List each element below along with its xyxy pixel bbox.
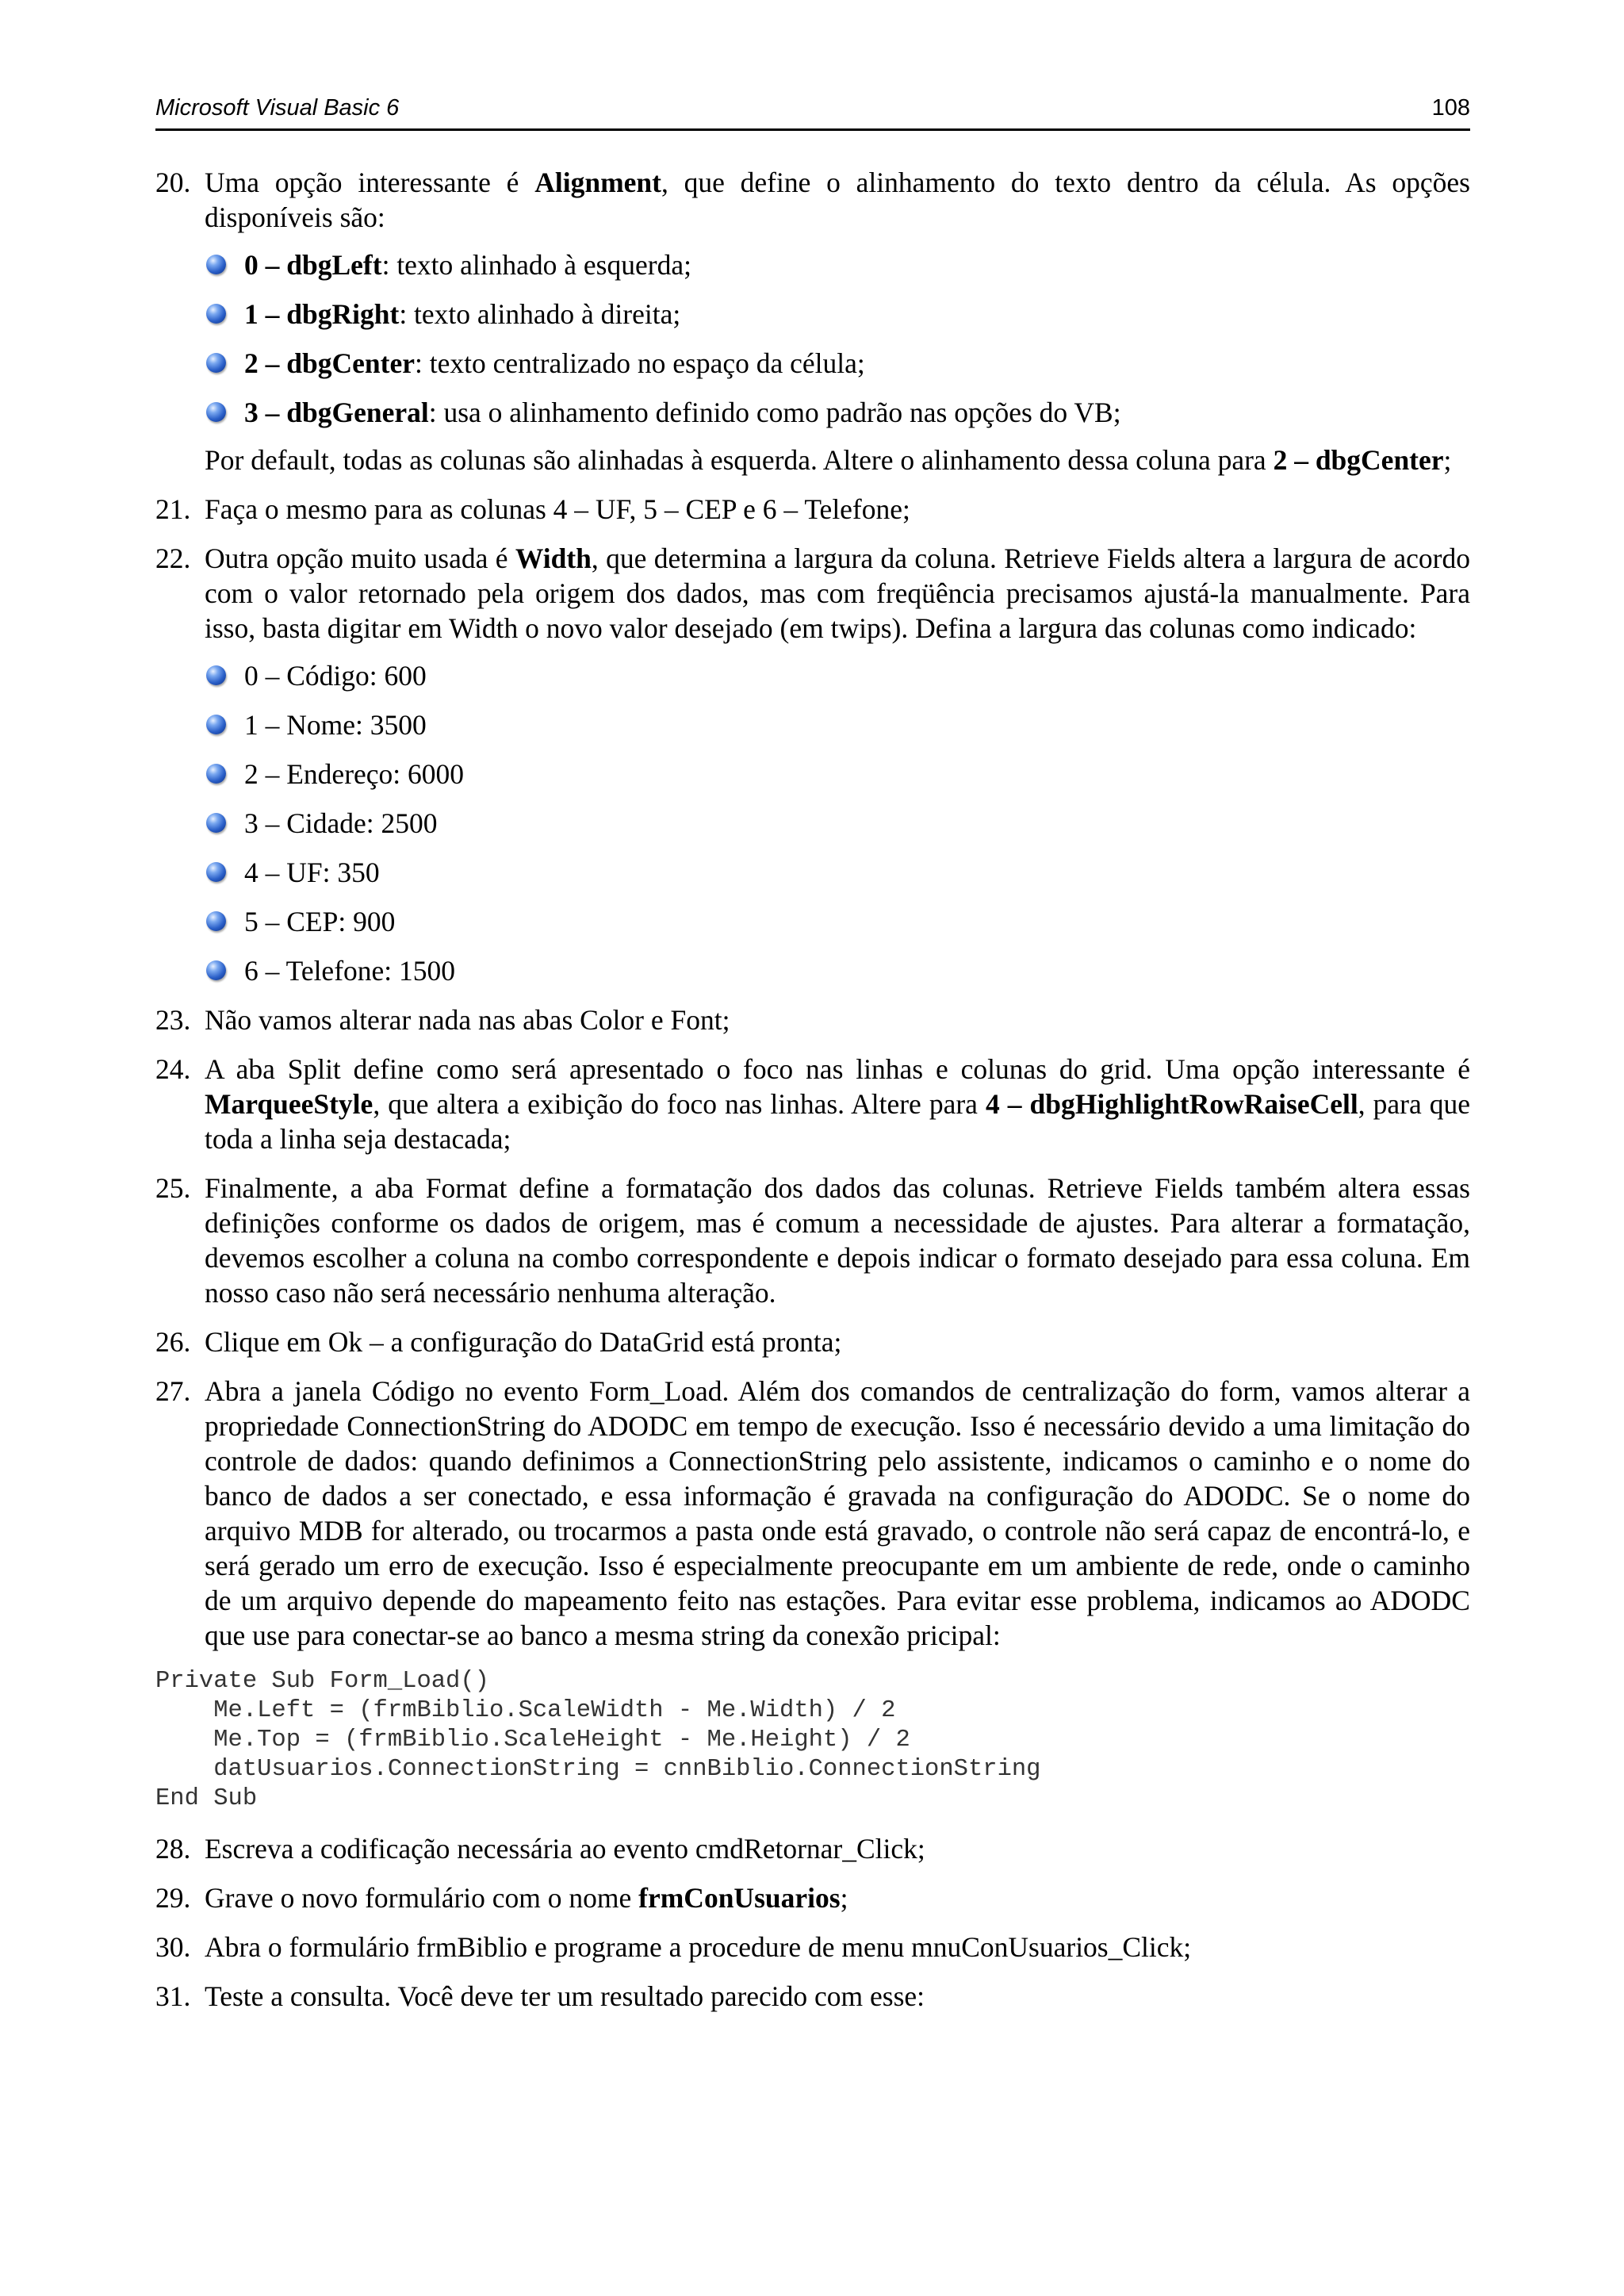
item-number: 21. bbox=[155, 493, 191, 525]
code-line: End Sub bbox=[155, 1785, 258, 1812]
blue-sphere-bullet-icon bbox=[206, 813, 226, 833]
code-block bbox=[155, 1667, 1470, 1814]
item-text: Abra o formulário frmBiblio e programe a procedure de menu mnuConUsuarios_Click; bbox=[205, 1931, 1192, 1963]
item-note bbox=[205, 443, 1470, 477]
item-text bbox=[205, 1052, 1470, 1156]
code-line: Private Sub Form_Load() bbox=[155, 1668, 489, 1695]
blue-sphere-bullet-icon bbox=[206, 911, 226, 931]
bold-term: Alignment bbox=[534, 167, 661, 198]
text-run: Uma opção interessante é bbox=[205, 167, 535, 198]
text-run: 4 – UF: 350 bbox=[244, 857, 380, 888]
page-content bbox=[155, 165, 1470, 2028]
blue-sphere-bullet-icon bbox=[206, 353, 226, 373]
item-text: Escreva a codificação necessária ao evento cmdRetornar_Click; bbox=[205, 1833, 925, 1865]
alignment-options-list bbox=[205, 247, 1470, 430]
bold-term: 1 – dbgRight bbox=[244, 298, 400, 330]
list-item-28 bbox=[155, 1831, 1470, 1866]
item-number: 20. bbox=[155, 167, 191, 198]
item-number: 23. bbox=[155, 1004, 191, 1036]
text-run: , que altera a exibição do foco nas linhas. Altere para bbox=[373, 1088, 986, 1120]
bold-term: 0 – dbgLeft bbox=[244, 249, 382, 281]
text-run: 5 – CEP: 900 bbox=[244, 906, 396, 937]
blue-sphere-bullet-icon bbox=[206, 402, 226, 422]
bullet-item bbox=[205, 855, 1470, 890]
text-run: 0 – Código: 600 bbox=[244, 660, 427, 692]
list-item-23 bbox=[155, 1002, 1470, 1037]
bullet-item bbox=[205, 247, 1470, 282]
bullet-item bbox=[205, 346, 1470, 381]
item-number: 30. bbox=[155, 1931, 191, 1963]
text-run: 2 – Endereço: 6000 bbox=[244, 758, 465, 790]
item-number: 26. bbox=[155, 1326, 191, 1358]
list-item-24 bbox=[155, 1052, 1470, 1156]
list-item-31 bbox=[155, 1979, 1470, 2014]
text-run: Outra opção muito usada é bbox=[205, 542, 515, 574]
bullet-item bbox=[205, 757, 1470, 792]
text-run: , que define o alinhamento do texto dentro da célula. As opções disponíveis são: bbox=[205, 167, 1470, 233]
item-number: 28. bbox=[155, 1833, 191, 1865]
text-run: 1 – Nome: 3500 bbox=[244, 709, 427, 741]
text-run: 3 – Cidade: 2500 bbox=[244, 807, 438, 839]
text-run: : texto alinhado à direita; bbox=[399, 298, 681, 330]
bullet-item bbox=[205, 297, 1470, 332]
text-run: Por default, todas as colunas são alinhadas à esquerda. Altere o alinhamento dessa coluna para bbox=[205, 444, 1274, 476]
blue-sphere-bullet-icon bbox=[206, 764, 226, 784]
bold-term: Width bbox=[515, 542, 592, 574]
item-number: 25. bbox=[155, 1172, 191, 1204]
item-text: Clique em Ok – a configuração do DataGrid está pronta; bbox=[205, 1326, 842, 1358]
code-line: Me.Left = (frmBiblio.ScaleWidth - Me.Width) / 2 bbox=[155, 1697, 896, 1724]
item-text: Faça o mesmo para as colunas 4 – UF, 5 – CEP e 6 – Telefone; bbox=[205, 493, 910, 525]
blue-sphere-bullet-icon bbox=[206, 255, 226, 274]
list-item-25 bbox=[155, 1171, 1470, 1310]
bullet-item bbox=[205, 953, 1470, 988]
text-run: ; bbox=[840, 1882, 848, 1914]
list-item-20 bbox=[155, 165, 1470, 477]
bullet-item bbox=[205, 658, 1470, 693]
item-number: 31. bbox=[155, 1980, 191, 2012]
text-run: : texto centralizado no espaço da célula; bbox=[414, 347, 865, 379]
code-line: datUsuarios.ConnectionString = cnnBiblio.ConnectionString bbox=[155, 1756, 1041, 1783]
running-header bbox=[155, 94, 1470, 131]
item-text: Abra a janela Código no evento Form_Load. Além dos comandos de centralização do form, vamos alterar a propriedade ConnectionString do ADODC em tempo de execução. Isso é necessário devido a uma limitação do controle de dados: quando definimos a ConnectionString pelo assistente, indicamos o caminho e o nome do banco de dados a ser conectado, e essa informação é gravada na configuração do ADODC. Se o nome do arquivo MDB for alterado, ou trocarmos a pasta onde está gravado, o controle não será capaz de encontrá-lo, e será gerado um erro de execução. Isso é especialmente preocupante em um ambiente de rede, onde o caminho de um arquivo depende do mapeamento feito nas estações. Para evitar esse problema, indicamos ao ADODC que use para conectar-se ao banco a mesma string da conexão pricipal: bbox=[205, 1375, 1470, 1651]
list-item-29 bbox=[155, 1880, 1470, 1915]
item-text bbox=[205, 165, 1470, 235]
item-text: Finalmente, a aba Format define a formatação dos dados das colunas. Retrieve Fields também altera essas definições conforme os dados de origem, mas é comum a necessidade de ajustes. Para alterar a formatação, devemos escolher a coluna na combo correspondente e depois indicar o formato desejado para essa coluna. Em nosso caso não será necessário nenhuma alteração. bbox=[205, 1172, 1470, 1309]
item-text bbox=[205, 541, 1470, 646]
code-line: Me.Top = (frmBiblio.ScaleHeight - Me.Height) / 2 bbox=[155, 1727, 910, 1754]
item-number: 29. bbox=[155, 1882, 191, 1914]
item-text bbox=[205, 1880, 1470, 1915]
bold-term: MarqueeStyle bbox=[205, 1088, 373, 1120]
text-run: Grave o novo formulário com o nome bbox=[205, 1882, 639, 1914]
bullet-item bbox=[205, 904, 1470, 939]
item-text: Não vamos alterar nada nas abas Color e Font; bbox=[205, 1004, 730, 1036]
bold-term: frmConUsuarios bbox=[638, 1882, 841, 1914]
bullet-item bbox=[205, 395, 1470, 430]
column-width-list bbox=[205, 658, 1470, 988]
text-run: 6 – Telefone: 1500 bbox=[244, 955, 456, 987]
item-text: Teste a consulta. Você deve ter um resultado parecido com esse: bbox=[205, 1980, 925, 2012]
bullet-item bbox=[205, 707, 1470, 742]
blue-sphere-bullet-icon bbox=[206, 715, 226, 734]
bold-term: 2 – dbgCenter bbox=[1273, 444, 1444, 476]
page-number: 108 bbox=[1431, 95, 1470, 121]
text-run: : usa o alinhamento definido como padrão nas opções do VB; bbox=[428, 397, 1121, 428]
blue-sphere-bullet-icon bbox=[206, 665, 226, 685]
bold-term: 4 – dbgHighlightRowRaiseCell bbox=[985, 1088, 1358, 1120]
text-run: , que determina a largura da coluna. Retrieve Fields altera a largura de acordo com o valor retornado pela origem dos dados, mas com freqüência precisamos ajustá-la manualmente. Para isso, basta digitar em Width o novo valor desejado (em twips). Defina a largura das colunas como indicado: bbox=[205, 542, 1470, 644]
list-item-27 bbox=[155, 1374, 1470, 1653]
list-item-21 bbox=[155, 492, 1470, 527]
blue-sphere-bullet-icon bbox=[206, 862, 226, 882]
list-item-30 bbox=[155, 1930, 1470, 1964]
item-number: 24. bbox=[155, 1053, 191, 1085]
list-item-26 bbox=[155, 1324, 1470, 1359]
bold-term: 3 – dbgGeneral bbox=[244, 397, 429, 428]
blue-sphere-bullet-icon bbox=[206, 960, 226, 980]
text-run: A aba Split define como será apresentado o foco nas linhas e colunas do grid. Uma opção interessante é bbox=[205, 1053, 1470, 1085]
text-run: ; bbox=[1443, 444, 1452, 476]
blue-sphere-bullet-icon bbox=[206, 304, 226, 324]
header-title: Microsoft Visual Basic 6 bbox=[155, 95, 400, 121]
list-item-22 bbox=[155, 541, 1470, 988]
bold-term: 2 – dbgCenter bbox=[244, 347, 415, 379]
bullet-item bbox=[205, 806, 1470, 841]
text-run: : texto alinhado à esquerda; bbox=[381, 249, 691, 281]
text-run: , para que toda a linha seja destacada; bbox=[205, 1088, 1470, 1155]
item-number: 27. bbox=[155, 1375, 191, 1407]
item-number: 22. bbox=[155, 542, 191, 574]
